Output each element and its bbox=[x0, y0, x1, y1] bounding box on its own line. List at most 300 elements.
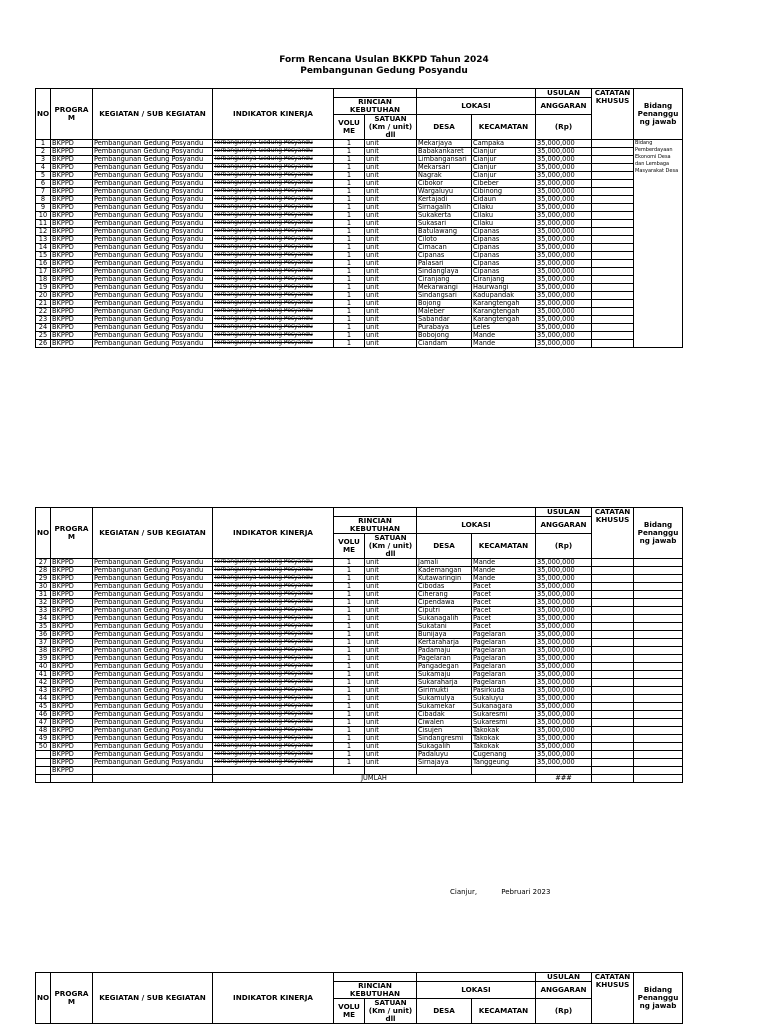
cell-no: 18 bbox=[36, 276, 51, 284]
cell-indikator bbox=[213, 228, 334, 236]
cell-catatan bbox=[592, 631, 634, 639]
cell-anggaran: 35,000,000 bbox=[536, 703, 592, 711]
cell-satuan: unit bbox=[365, 607, 417, 615]
cell-no: 28 bbox=[36, 567, 51, 575]
cell-catatan bbox=[592, 575, 634, 583]
cell-satuan: unit bbox=[365, 719, 417, 727]
cell-satuan: unit bbox=[365, 180, 417, 188]
cell-desa: Sukakerta bbox=[417, 212, 472, 220]
cell-volume: 1 bbox=[334, 292, 365, 300]
table-row bbox=[36, 647, 683, 655]
table-row bbox=[36, 180, 683, 188]
table-row bbox=[36, 156, 683, 164]
cell-no: 27 bbox=[36, 559, 51, 567]
cell-anggaran: 35,000,000 bbox=[536, 663, 592, 671]
cell-volume: 1 bbox=[334, 156, 365, 164]
cell-indikator bbox=[213, 340, 334, 348]
table-row bbox=[36, 711, 683, 719]
cell-empty bbox=[213, 767, 334, 775]
cell-catatan bbox=[592, 196, 634, 204]
indikator-text: Terbangunnya Gedung Posyandu bbox=[214, 299, 313, 306]
table-row bbox=[36, 188, 683, 196]
cell-desa: Wargaluyu bbox=[417, 188, 472, 196]
cell-volume: 1 bbox=[334, 751, 365, 759]
cell-kegiatan: Pembangunan Gedung Posyandu bbox=[93, 639, 213, 647]
header-no: NO bbox=[36, 508, 51, 559]
cell-anggaran: 35,000,000 bbox=[536, 695, 592, 703]
cell-indikator bbox=[213, 212, 334, 220]
cell-kecamatan: Cibeber bbox=[472, 180, 536, 188]
cell-catatan bbox=[592, 164, 634, 172]
cell-anggaran: 35,000,000 bbox=[536, 671, 592, 679]
usulan-table-1 bbox=[35, 88, 683, 348]
cell-anggaran: 35,000,000 bbox=[536, 172, 592, 180]
cell-kegiatan: Pembangunan Gedung Posyandu bbox=[93, 284, 213, 292]
cell-kegiatan: Pembangunan Gedung Posyandu bbox=[93, 663, 213, 671]
cell-anggaran: 35,000,000 bbox=[536, 284, 592, 292]
indikator-text: Terbangunnya Gedung Posyandu bbox=[214, 734, 313, 741]
cell-kecamatan: Pagelaran bbox=[472, 663, 536, 671]
table-row bbox=[36, 228, 683, 236]
header-usulan: USULAN bbox=[536, 89, 592, 98]
cell-program: BKPPD bbox=[51, 148, 93, 156]
cell-volume: 1 bbox=[334, 204, 365, 212]
jumlah-label: JUMLAH bbox=[213, 775, 536, 783]
indikator-text: Terbangunnya Gedung Posyandu bbox=[214, 339, 313, 346]
cell-no: 43 bbox=[36, 687, 51, 695]
table-row bbox=[36, 567, 683, 575]
cell-desa: Ciandam bbox=[417, 340, 472, 348]
cell-bidang bbox=[634, 583, 683, 591]
cell-catatan bbox=[592, 180, 634, 188]
cell-kecamatan: Cianjur bbox=[472, 156, 536, 164]
cell-no: 48 bbox=[36, 727, 51, 735]
cell-bidang bbox=[634, 655, 683, 663]
cell-kegiatan: Pembangunan Gedung Posyandu bbox=[93, 591, 213, 599]
table-row bbox=[36, 164, 683, 172]
cell-anggaran: 35,000,000 bbox=[536, 212, 592, 220]
table-row bbox=[36, 663, 683, 671]
cell-desa: Nagrak bbox=[417, 172, 472, 180]
header-bidang: Bidang Penanggu ng jawab bbox=[634, 508, 683, 559]
cell-kecamatan: Pasirkuda bbox=[472, 687, 536, 695]
cell-kegiatan: Pembangunan Gedung Posyandu bbox=[93, 140, 213, 148]
title-line-2: Pembangunan Gedung Posyandu bbox=[300, 66, 468, 76]
cell-program: BKPPD bbox=[51, 164, 93, 172]
header-usulan: USULAN bbox=[536, 508, 592, 517]
cell-anggaran: 35,000,000 bbox=[536, 164, 592, 172]
cell-program: BKPPD bbox=[51, 180, 93, 188]
cell-kecamatan: Takokak bbox=[472, 727, 536, 735]
cell-catatan bbox=[592, 695, 634, 703]
indikator-text: Terbangunnya Gedung Posyandu bbox=[214, 638, 313, 645]
cell-program: BKPPD bbox=[51, 300, 93, 308]
cell-desa: Sirnagalih bbox=[417, 204, 472, 212]
table-row bbox=[36, 308, 683, 316]
cell-no: 35 bbox=[36, 623, 51, 631]
cell-anggaran: 35,000,000 bbox=[536, 180, 592, 188]
cell-desa: Limbangansari bbox=[417, 156, 472, 164]
cell-volume: 1 bbox=[334, 687, 365, 695]
cell-indikator bbox=[213, 188, 334, 196]
cell-catatan bbox=[592, 599, 634, 607]
cell-program: BKPPD bbox=[51, 575, 93, 583]
cell-desa: Babakankaret bbox=[417, 148, 472, 156]
cell-desa: Sukanagalih bbox=[417, 615, 472, 623]
cell-indikator bbox=[213, 695, 334, 703]
cell-kecamatan: Cipanas bbox=[472, 236, 536, 244]
cell-kegiatan: Pembangunan Gedung Posyandu bbox=[93, 300, 213, 308]
cell-indikator bbox=[213, 316, 334, 324]
indikator-text: Terbangunnya Gedung Posyandu bbox=[214, 718, 313, 725]
cell-volume: 1 bbox=[334, 228, 365, 236]
cell-satuan: unit bbox=[365, 164, 417, 172]
cell-indikator bbox=[213, 655, 334, 663]
cell-indikator bbox=[213, 260, 334, 268]
cell-satuan: unit bbox=[365, 340, 417, 348]
cell-kecamatan: Cibinong bbox=[472, 188, 536, 196]
cell-volume: 1 bbox=[334, 759, 365, 767]
cell-program: BKPPD bbox=[51, 583, 93, 591]
cell-bidang bbox=[634, 711, 683, 719]
cell-kecamatan: Sukaresmi bbox=[472, 711, 536, 719]
indikator-text: Terbangunnya Gedung Posyandu bbox=[214, 171, 313, 178]
usulan-table-2 bbox=[35, 507, 683, 783]
indikator-text: Terbangunnya Gedung Posyandu bbox=[214, 147, 313, 154]
cell-kecamatan: Pagelaran bbox=[472, 631, 536, 639]
cell-kegiatan: Pembangunan Gedung Posyandu bbox=[93, 260, 213, 268]
cell-catatan bbox=[592, 268, 634, 276]
cell-program: BKPPD bbox=[51, 236, 93, 244]
header-bidang: Bidang Penanggu ng jawab bbox=[634, 973, 683, 1024]
header-rp: (Rp) bbox=[536, 115, 592, 140]
table-row bbox=[36, 236, 683, 244]
cell-kecamatan: Pacet bbox=[472, 615, 536, 623]
table-row bbox=[36, 583, 683, 591]
cell-empty bbox=[93, 767, 213, 775]
cell-no: 10 bbox=[36, 212, 51, 220]
cell-bidang bbox=[634, 599, 683, 607]
cell-kecamatan: Pacet bbox=[472, 583, 536, 591]
cell-catatan bbox=[592, 340, 634, 348]
indikator-text: Terbangunnya Gedung Posyandu bbox=[214, 558, 313, 565]
cell-program: BKPPD bbox=[51, 316, 93, 324]
cell-desa: Padamaju bbox=[417, 647, 472, 655]
cell-anggaran: 35,000,000 bbox=[536, 228, 592, 236]
cell-satuan: unit bbox=[365, 687, 417, 695]
cell-empty bbox=[634, 767, 683, 775]
cell-volume: 1 bbox=[334, 703, 365, 711]
table-row bbox=[36, 639, 683, 647]
cell-catatan bbox=[592, 324, 634, 332]
cell-indikator bbox=[213, 751, 334, 759]
table-row bbox=[36, 751, 683, 759]
cell-desa: Cibadak bbox=[417, 711, 472, 719]
cell-volume: 1 bbox=[334, 679, 365, 687]
cell-program: BKPPD bbox=[51, 663, 93, 671]
cell-anggaran: 35,000,000 bbox=[536, 583, 592, 591]
sign-date: Pebruari 2023 bbox=[501, 888, 551, 896]
cell-satuan: unit bbox=[365, 316, 417, 324]
table-row bbox=[36, 220, 683, 228]
cell-kecamatan: Pagelaran bbox=[472, 655, 536, 663]
cell-indikator bbox=[213, 735, 334, 743]
cell-satuan: unit bbox=[365, 599, 417, 607]
cell-empty bbox=[93, 775, 213, 783]
cell-program: BKPPD bbox=[51, 156, 93, 164]
table-row bbox=[36, 324, 683, 332]
cell-satuan: unit bbox=[365, 244, 417, 252]
cell-anggaran: 35,000,000 bbox=[536, 324, 592, 332]
header-anggaran: ANGGARAN bbox=[536, 98, 592, 115]
indikator-text: Terbangunnya Gedung Posyandu bbox=[214, 331, 313, 338]
indikator-text: Terbangunnya Gedung Posyandu bbox=[214, 227, 313, 234]
cell-program: BKPPD bbox=[51, 735, 93, 743]
cell-program: BKPPD bbox=[51, 759, 93, 767]
cell-no: 20 bbox=[36, 292, 51, 300]
cell-catatan bbox=[592, 220, 634, 228]
cell-desa: Sukamaju bbox=[417, 671, 472, 679]
cell-kegiatan: Pembangunan Gedung Posyandu bbox=[93, 631, 213, 639]
cell-kecamatan: Campaka bbox=[472, 140, 536, 148]
indikator-text: Terbangunnya Gedung Posyandu bbox=[214, 694, 313, 701]
cell-kegiatan: Pembangunan Gedung Posyandu bbox=[93, 252, 213, 260]
cell-satuan: unit bbox=[365, 751, 417, 759]
cell-kegiatan: Pembangunan Gedung Posyandu bbox=[93, 156, 213, 164]
cell-indikator bbox=[213, 236, 334, 244]
cell-no: 40 bbox=[36, 663, 51, 671]
cell-desa: Cibokor bbox=[417, 180, 472, 188]
cell-catatan bbox=[592, 292, 634, 300]
indikator-text: Terbangunnya Gedung Posyandu bbox=[214, 758, 313, 765]
header-rincian: RINCIAN KEBUTUHAN bbox=[334, 517, 417, 534]
table-row bbox=[36, 687, 683, 695]
cell-satuan: unit bbox=[365, 276, 417, 284]
cell-empty bbox=[365, 767, 417, 775]
cell-no: 47 bbox=[36, 719, 51, 727]
cell-desa: Purabaya bbox=[417, 324, 472, 332]
indikator-text: Terbangunnya Gedung Posyandu bbox=[214, 662, 313, 669]
cell-bidang bbox=[634, 687, 683, 695]
cell-satuan: unit bbox=[365, 324, 417, 332]
cell-kecamatan: Karangtengah bbox=[472, 316, 536, 324]
table-row bbox=[36, 252, 683, 260]
table-row bbox=[36, 260, 683, 268]
cell-volume: 1 bbox=[334, 559, 365, 567]
cell-no: 32 bbox=[36, 599, 51, 607]
cell-program: BKPPD bbox=[51, 623, 93, 631]
cell-kecamatan: Kadupandak bbox=[472, 292, 536, 300]
cell-desa: Cisujen bbox=[417, 727, 472, 735]
cell-bidang bbox=[634, 631, 683, 639]
cell-volume: 1 bbox=[334, 236, 365, 244]
table-row bbox=[36, 631, 683, 639]
cell-anggaran: 35,000,000 bbox=[536, 188, 592, 196]
cell-bidang bbox=[634, 591, 683, 599]
cell-program: BKPPD bbox=[51, 252, 93, 260]
cell-indikator bbox=[213, 711, 334, 719]
cell-no: 22 bbox=[36, 308, 51, 316]
cell-catatan bbox=[592, 751, 634, 759]
cell-anggaran: 35,000,000 bbox=[536, 591, 592, 599]
cell-empty bbox=[36, 775, 51, 783]
cell-kegiatan: Pembangunan Gedung Posyandu bbox=[93, 735, 213, 743]
cell-kecamatan: Karangtengah bbox=[472, 308, 536, 316]
table-row bbox=[36, 607, 683, 615]
header-kegiatan: KEGIATAN / SUB KEGIATAN bbox=[93, 973, 213, 1024]
cell-no: 4 bbox=[36, 164, 51, 172]
table-block-3 bbox=[35, 972, 682, 1024]
cell-anggaran: 35,000,000 bbox=[536, 268, 592, 276]
cell-kecamatan: Mande bbox=[472, 567, 536, 575]
cell-kecamatan: Mande bbox=[472, 575, 536, 583]
cell-empty bbox=[592, 775, 634, 783]
cell-satuan: unit bbox=[365, 148, 417, 156]
cell-satuan: unit bbox=[365, 655, 417, 663]
cell-kegiatan: Pembangunan Gedung Posyandu bbox=[93, 292, 213, 300]
header-indikator: INDIKATOR KINERJA bbox=[213, 89, 334, 140]
cell-program: BKPPD bbox=[51, 703, 93, 711]
cell-empty bbox=[472, 767, 536, 775]
cell-satuan: unit bbox=[365, 268, 417, 276]
cell-kegiatan: Pembangunan Gedung Posyandu bbox=[93, 671, 213, 679]
cell-indikator bbox=[213, 172, 334, 180]
cell-volume: 1 bbox=[334, 276, 365, 284]
cell-catatan bbox=[592, 252, 634, 260]
cell-kecamatan: Cipanas bbox=[472, 252, 536, 260]
cell-indikator bbox=[213, 156, 334, 164]
indikator-text: Terbangunnya Gedung Posyandu bbox=[214, 678, 313, 685]
cell-program: BKPPD bbox=[51, 607, 93, 615]
header-bidang: Bidang Penanggu ng jawab bbox=[634, 89, 683, 140]
cell-desa: Kertaraharja bbox=[417, 639, 472, 647]
cell-no: 3 bbox=[36, 156, 51, 164]
table-row bbox=[36, 727, 683, 735]
cell-kegiatan: Pembangunan Gedung Posyandu bbox=[93, 164, 213, 172]
cell-anggaran: 35,000,000 bbox=[536, 631, 592, 639]
cell-no: 8 bbox=[36, 196, 51, 204]
cell-satuan: unit bbox=[365, 196, 417, 204]
header-program: PROGRA M bbox=[51, 89, 93, 140]
cell-indikator bbox=[213, 268, 334, 276]
indikator-text: Terbangunnya Gedung Posyandu bbox=[214, 630, 313, 637]
header-rp: (Rp) bbox=[536, 999, 592, 1024]
cell-indikator bbox=[213, 220, 334, 228]
cell-indikator bbox=[213, 703, 334, 711]
cell-volume: 1 bbox=[334, 316, 365, 324]
cell-catatan bbox=[592, 236, 634, 244]
cell-volume: 1 bbox=[334, 607, 365, 615]
cell-kecamatan: Cianjur bbox=[472, 148, 536, 156]
cell-kecamatan: Sukaluyu bbox=[472, 695, 536, 703]
cell-no: 15 bbox=[36, 252, 51, 260]
cell-volume: 1 bbox=[334, 583, 365, 591]
cell-catatan bbox=[592, 607, 634, 615]
cell-indikator bbox=[213, 284, 334, 292]
header-catatan: CATATAN KHUSUS bbox=[592, 89, 634, 140]
cell-anggaran: 35,000,000 bbox=[536, 244, 592, 252]
cell-catatan bbox=[592, 583, 634, 591]
cell-catatan bbox=[592, 260, 634, 268]
cell-catatan bbox=[592, 228, 634, 236]
cell-kecamatan: Pagelaran bbox=[472, 671, 536, 679]
cell-volume: 1 bbox=[334, 164, 365, 172]
cell-program: BKPPD bbox=[51, 308, 93, 316]
cell-anggaran: 35,000,000 bbox=[536, 300, 592, 308]
cell-desa: Sindanglaya bbox=[417, 268, 472, 276]
cell-desa: Bunijaya bbox=[417, 631, 472, 639]
cell-kegiatan: Pembangunan Gedung Posyandu bbox=[93, 276, 213, 284]
cell-program: BKPPD bbox=[51, 567, 93, 575]
cell-satuan: unit bbox=[365, 727, 417, 735]
cell-no: 9 bbox=[36, 204, 51, 212]
cell-kegiatan: Pembangunan Gedung Posyandu bbox=[93, 711, 213, 719]
indikator-text: Terbangunnya Gedung Posyandu bbox=[214, 211, 313, 218]
table-row bbox=[36, 671, 683, 679]
cell-kecamatan: Cipanas bbox=[472, 268, 536, 276]
indikator-text: Terbangunnya Gedung Posyandu bbox=[214, 622, 313, 629]
cell-kegiatan: Pembangunan Gedung Posyandu bbox=[93, 172, 213, 180]
cell-no: 12 bbox=[36, 228, 51, 236]
cell-catatan bbox=[592, 687, 634, 695]
cell-satuan: unit bbox=[365, 156, 417, 164]
cell-volume: 1 bbox=[334, 591, 365, 599]
cell-indikator bbox=[213, 180, 334, 188]
table-row bbox=[36, 140, 683, 148]
cell-kecamatan: Takokak bbox=[472, 735, 536, 743]
cell-desa: Sukamulya bbox=[417, 695, 472, 703]
cell-kegiatan: Pembangunan Gedung Posyandu bbox=[93, 759, 213, 767]
cell-catatan bbox=[592, 156, 634, 164]
cell-anggaran: 35,000,000 bbox=[536, 220, 592, 228]
cell-kecamatan: Pagelaran bbox=[472, 647, 536, 655]
cell-program: BKPPD bbox=[51, 687, 93, 695]
cell-program: BKPPD bbox=[51, 591, 93, 599]
cell-kegiatan: Pembangunan Gedung Posyandu bbox=[93, 340, 213, 348]
header-catatan: CATATAN KHUSUS bbox=[592, 508, 634, 559]
cell-anggaran: 35,000,000 bbox=[536, 308, 592, 316]
cell-catatan bbox=[592, 308, 634, 316]
cell-program: BKPPD bbox=[51, 332, 93, 340]
cell-program: BKPPD bbox=[51, 324, 93, 332]
cell-kegiatan: Pembangunan Gedung Posyandu bbox=[93, 148, 213, 156]
cell-volume: 1 bbox=[334, 631, 365, 639]
cell-no: 38 bbox=[36, 647, 51, 655]
indikator-text: Terbangunnya Gedung Posyandu bbox=[214, 203, 313, 210]
cell-bidang bbox=[634, 751, 683, 759]
cell-satuan: unit bbox=[365, 212, 417, 220]
cell-kecamatan: Pacet bbox=[472, 623, 536, 631]
cell-catatan bbox=[592, 711, 634, 719]
header-rincian: RINCIAN KEBUTUHAN bbox=[334, 982, 417, 999]
cell-program: BKPPD bbox=[51, 631, 93, 639]
indikator-text: Terbangunnya Gedung Posyandu bbox=[214, 702, 313, 709]
cell-volume: 1 bbox=[334, 575, 365, 583]
cell-no: 11 bbox=[36, 220, 51, 228]
cell-volume: 1 bbox=[334, 695, 365, 703]
cell-volume: 1 bbox=[334, 743, 365, 751]
cell-catatan bbox=[592, 212, 634, 220]
cell-bidang: Bidang Pemberdayaan Ekonomi Desa dan Lembaga Masyarakat Desa bbox=[634, 140, 683, 348]
table-row bbox=[36, 703, 683, 711]
cell-kegiatan: Pembangunan Gedung Posyandu bbox=[93, 196, 213, 204]
cell-kecamatan: Cilaku bbox=[472, 220, 536, 228]
title-line-1: Form Rencana Usulan BKKPD Tahun 2024 bbox=[279, 55, 489, 65]
cell-catatan bbox=[592, 567, 634, 575]
table-row bbox=[36, 743, 683, 751]
cell-catatan bbox=[592, 655, 634, 663]
cell-satuan: unit bbox=[365, 663, 417, 671]
